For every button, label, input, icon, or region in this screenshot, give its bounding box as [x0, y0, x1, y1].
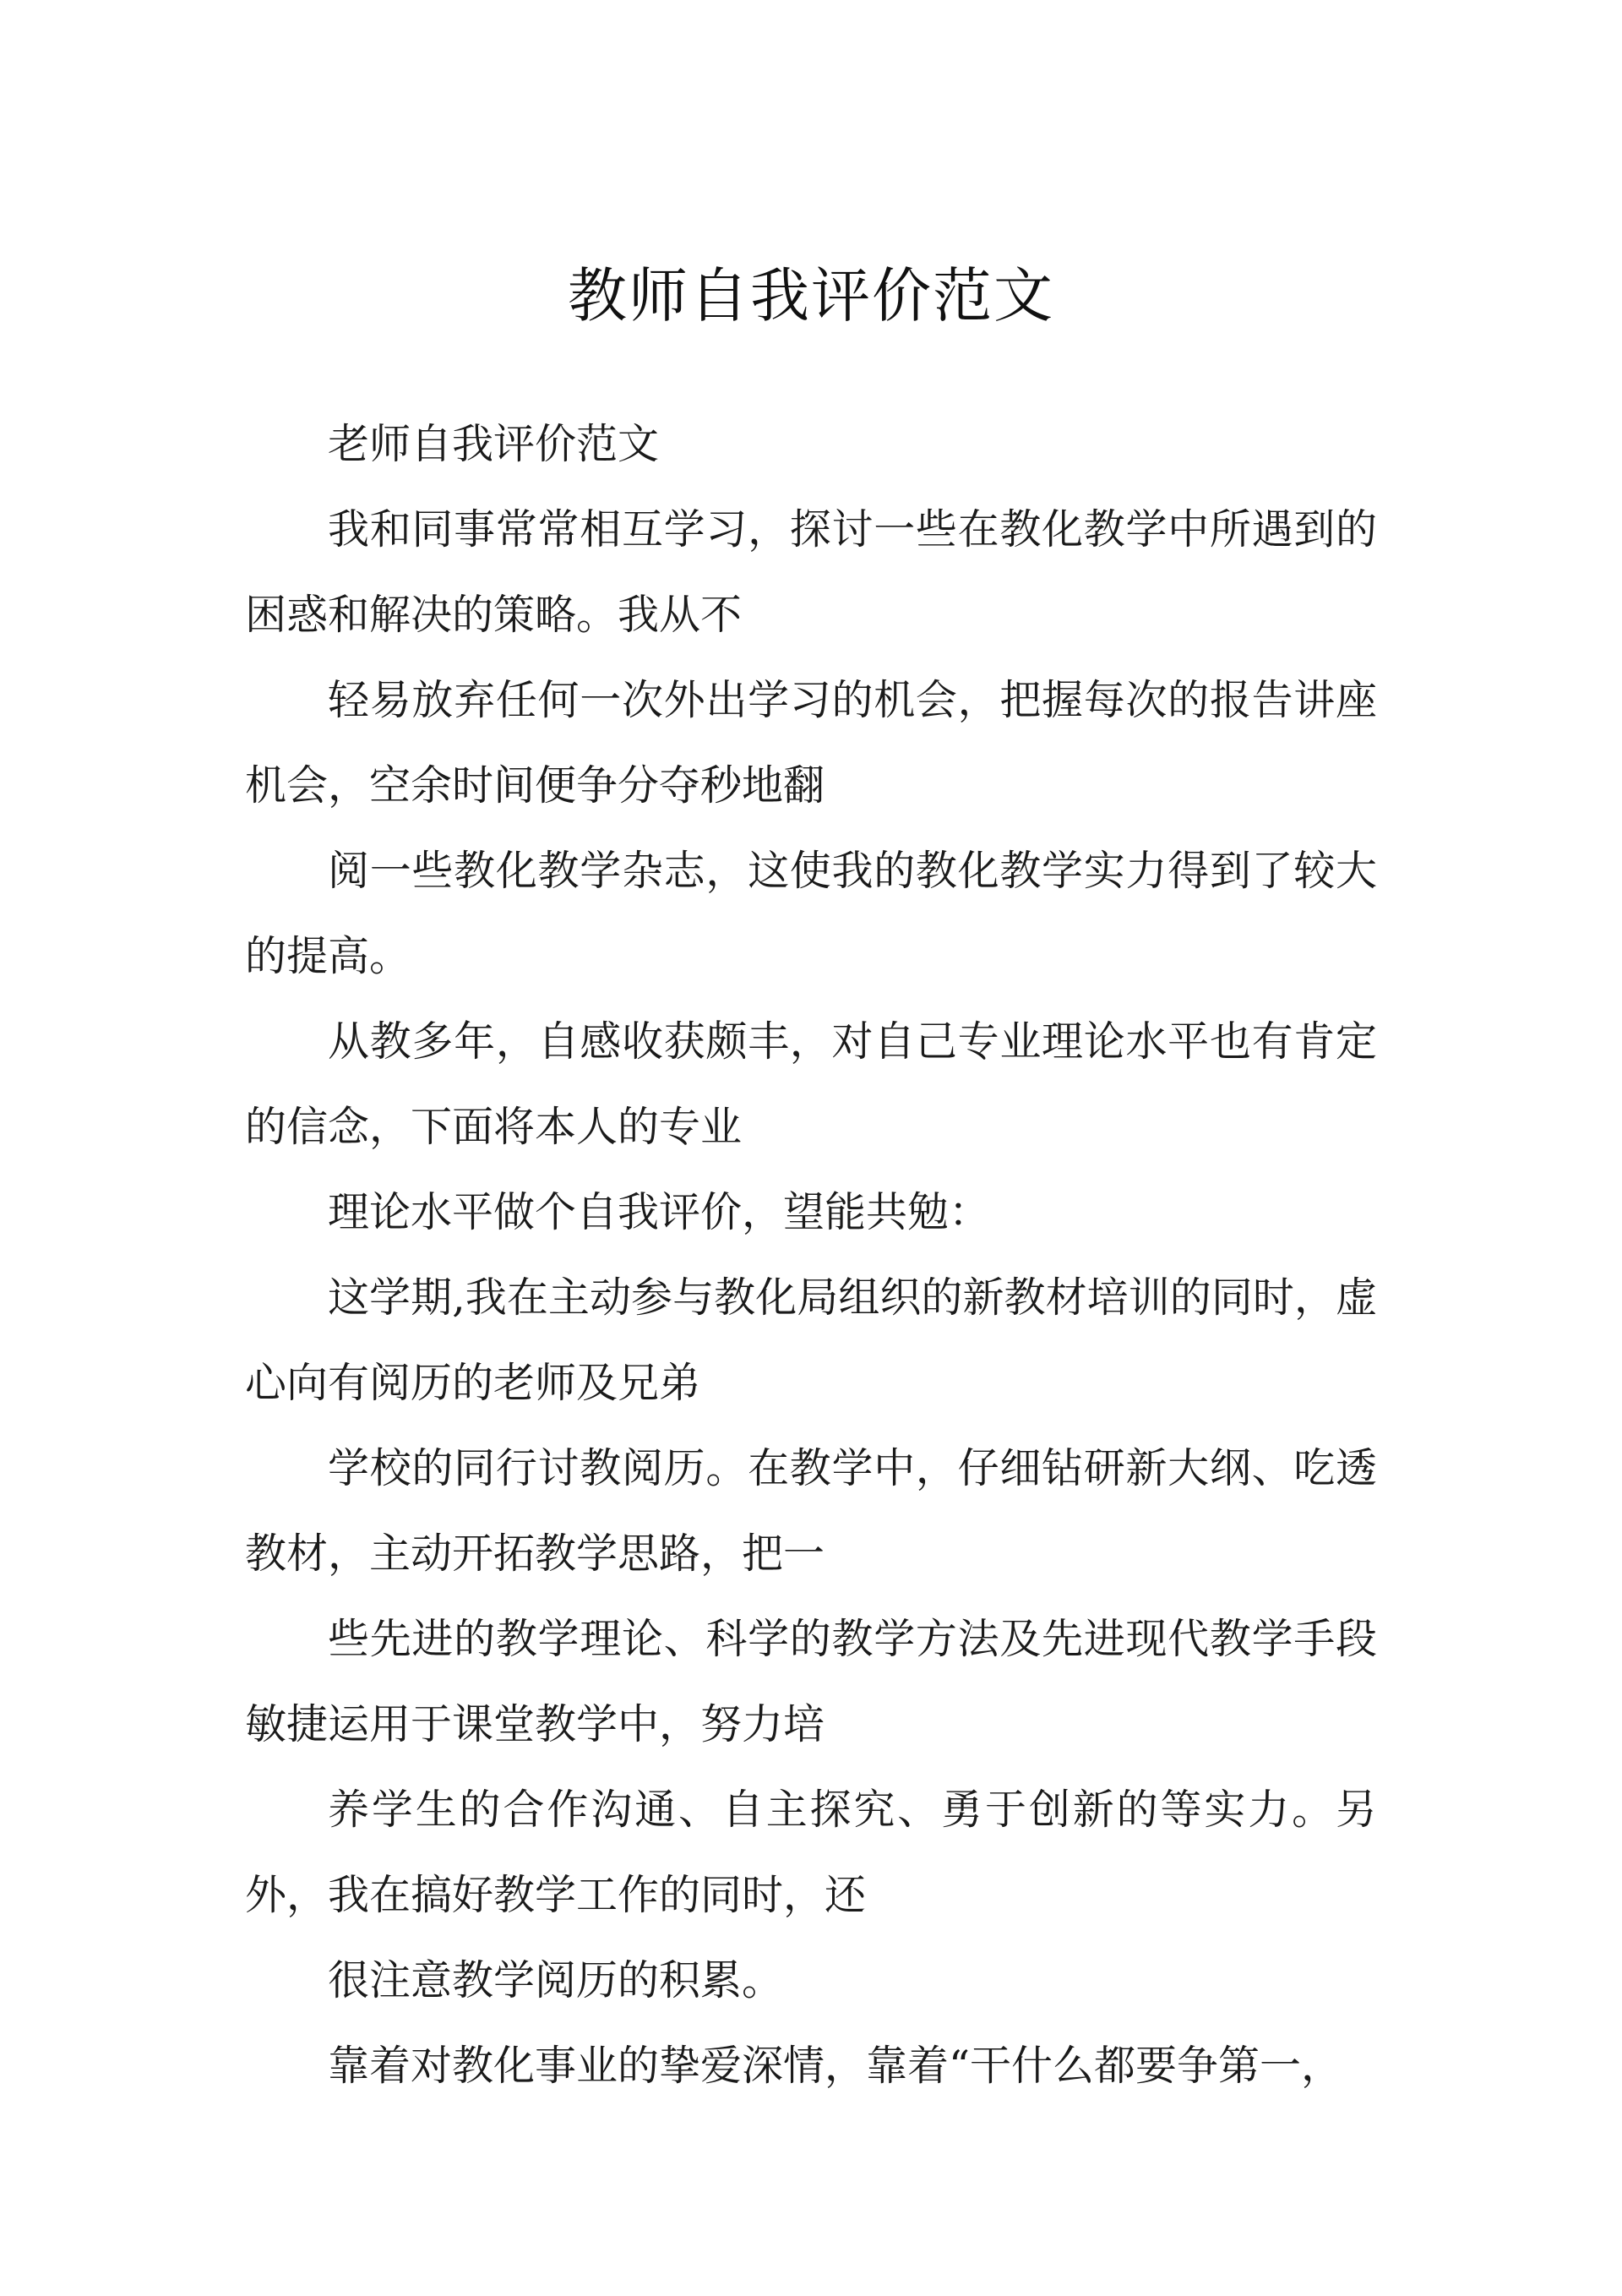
paragraph: 很注意教学阅历的积累。 [328, 1956, 784, 2004]
paragraph: 理论水平做个自我评价，望能共勉： [328, 1188, 991, 1236]
paragraph: 学校的同行讨教阅历。在教学中，仔细钻研新大纲、吃透教材，主动开拓教学思路，把一 [245, 1444, 1377, 1578]
paragraph: 些先进的教学理论、科学的教学方法及先进现代教学手段敏捷运用于课堂教学中，努力培 [245, 1615, 1377, 1748]
paragraph: 这学期,我在主动参与教化局组织的新教材培训的同时，虚心向有阅历的老师及兄弟 [245, 1273, 1377, 1407]
paragraph: 轻易放弃任何一次外出学习的机会，把握每次的报告讲座机会，空余时间便争分夺秒地翻 [245, 676, 1377, 810]
paragraph: 阅一些教化教学杂志，这使我的教化教学实力得到了较大的提高。 [245, 847, 1377, 980]
document-body [245, 401, 1377, 2108]
paragraph: 从教多年，自感收获颇丰，对自己专业理论水平也有肯定的信念，下面将本人的专业 [245, 1017, 1377, 1151]
document-title: 教师自我评价范文 [568, 261, 1054, 330]
paragraph: 养学生的合作沟通、自主探究、勇于创新的等实力。另外，我在搞好教学工作的同时，还 [245, 1786, 1377, 1919]
paragraph: 我和同事常常相互学习，探讨一些在教化教学中所遇到的困惑和解决的策略。我从不 [245, 505, 1377, 639]
paragraph: 靠着对教化事业的挚爱深情，靠着“干什么都要争第一， [328, 2042, 1343, 2090]
paragraph: 老师自我评价范文 [328, 420, 660, 468]
